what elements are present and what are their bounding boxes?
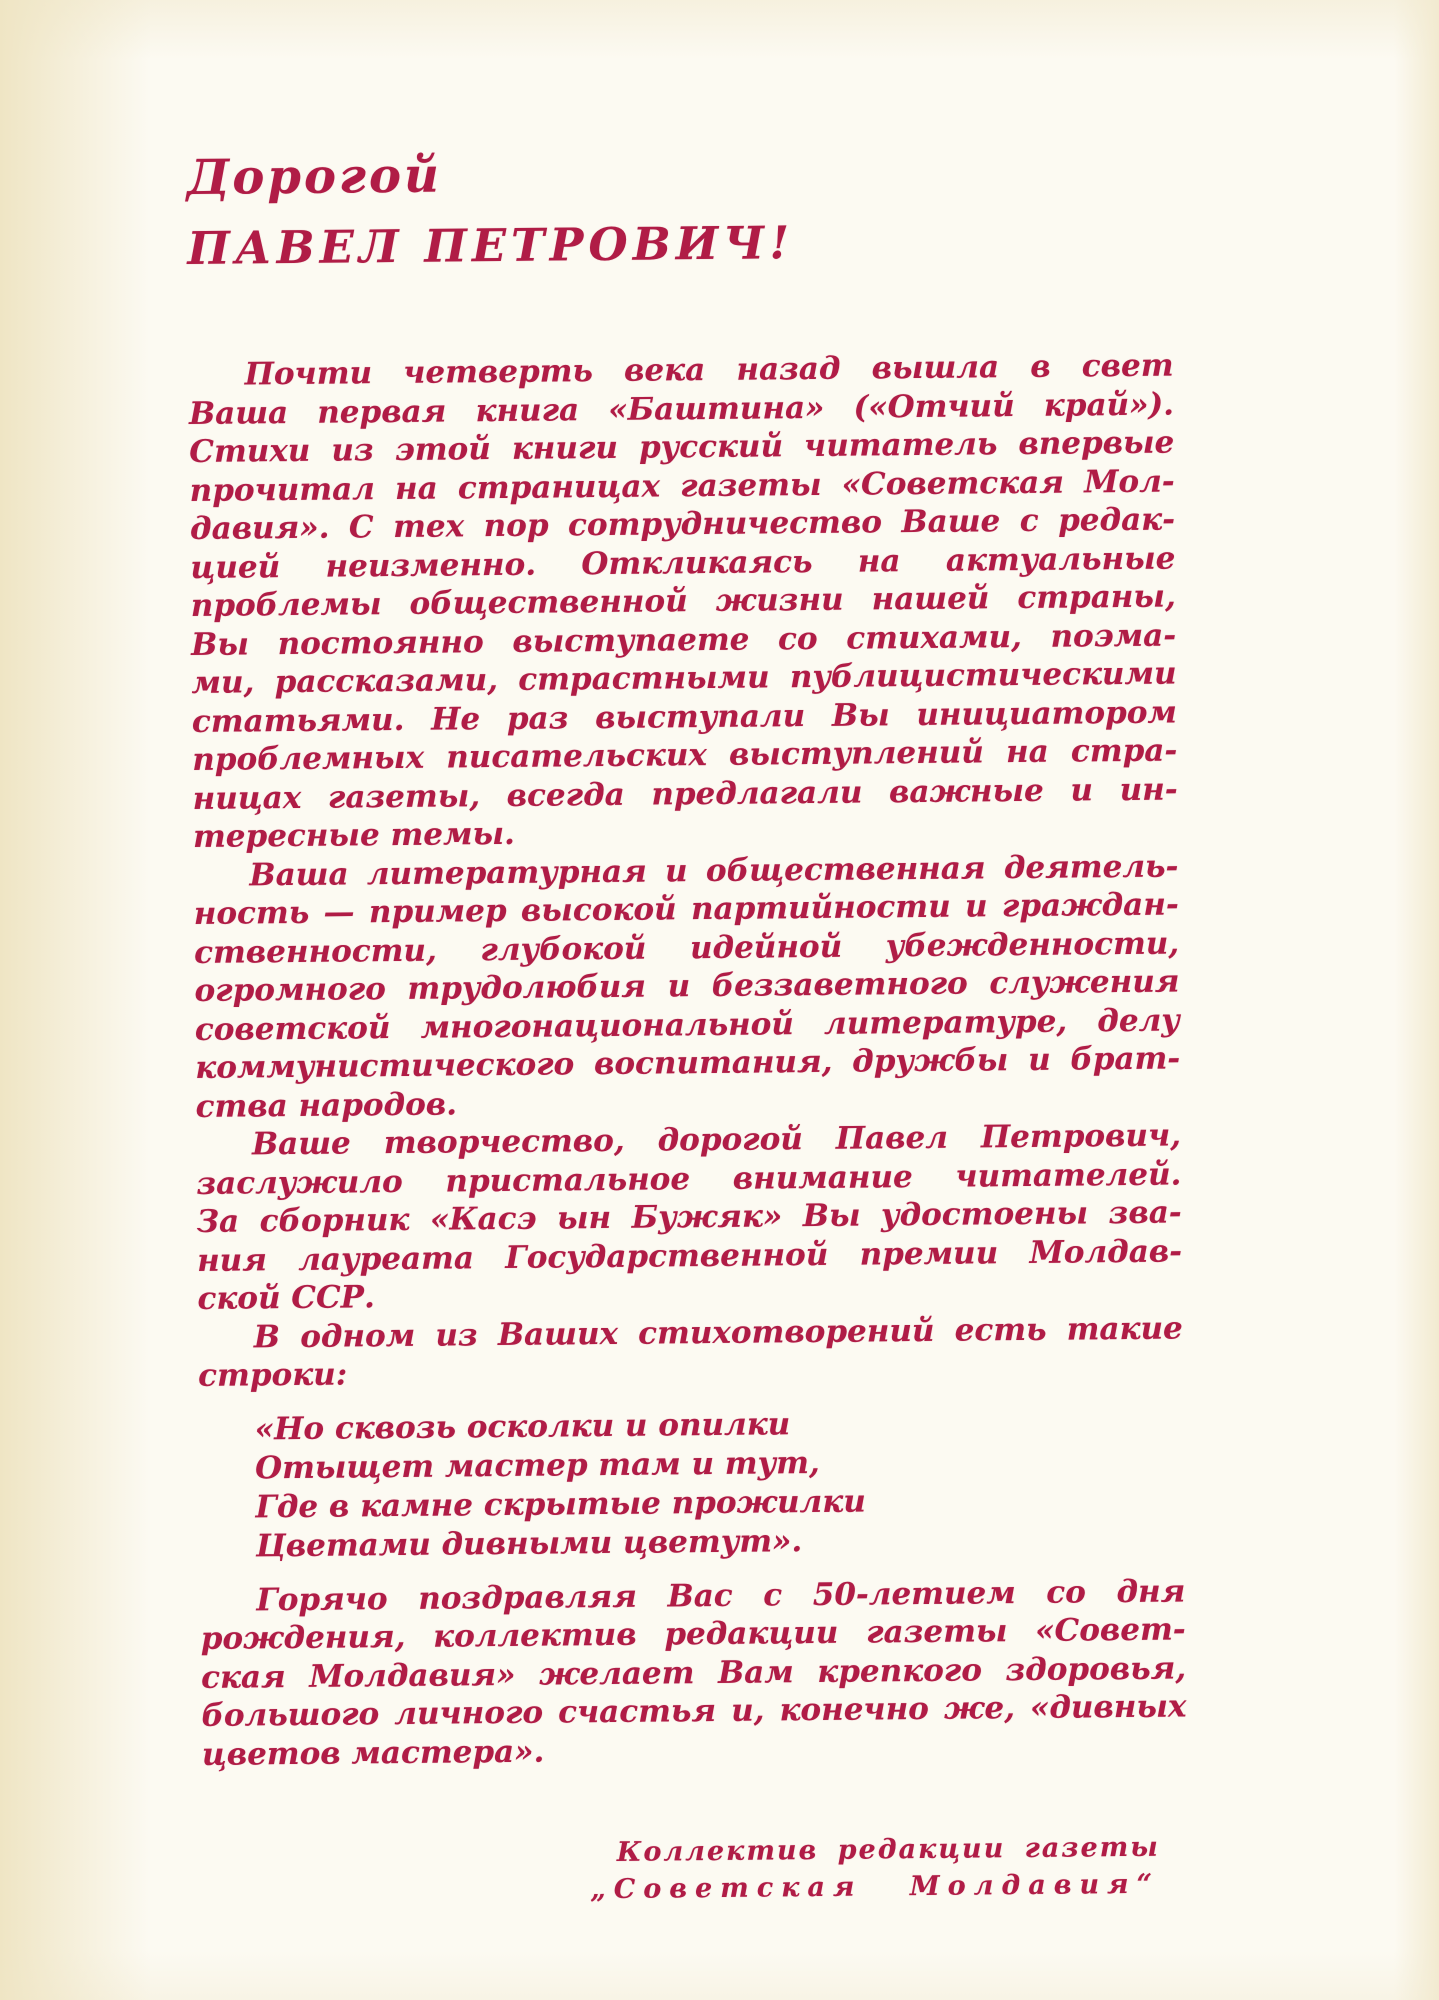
body-paragraph-3 <box>196 1116 1183 1318</box>
body-paragraph-2 <box>193 847 1181 1126</box>
body-line: За сборник «Касэ ын Бужяк» Вы удостоены зва- <box>196 1194 1182 1240</box>
signature-newspaper-line: „Советская Молдавия“ <box>590 1868 1161 1906</box>
body-line: заслужило пристальное внимание читателей. <box>196 1155 1182 1202</box>
salutation-line: Дорогой <box>186 147 443 206</box>
body-line: В одном из Ваших стихотворений есть такие <box>253 1309 1183 1355</box>
body-paragraph-4 <box>198 1309 1184 1395</box>
body-line: ственности, глубокой идейной убежденности, <box>193 925 1180 971</box>
body-line: рождения, коллектив редакции газеты «Совет- <box>200 1611 1186 1657</box>
body-line: огромного трудолюбия и беззаветного служения <box>194 963 1180 1009</box>
body-line: прочитал на страницах газеты «Советская Мол- <box>189 463 1175 509</box>
body-line: ства народов. <box>195 1085 458 1125</box>
body-line: тересные темы. <box>192 815 515 855</box>
body-line: строки: <box>198 1356 348 1394</box>
body-line: статьями. Не раз выступали Вы инициатором <box>191 694 1178 740</box>
body-line: ской ССР. <box>197 1279 375 1317</box>
body-line: ми, рассказами, страстными публицистическими <box>191 655 1177 701</box>
body-line: Ваша литературная и общественная деятель- <box>249 848 1179 893</box>
body-line: проблемы общественной жизни нашей страны, <box>190 578 1176 624</box>
signature-org-line: Коллектив редакции газеты <box>616 1831 1160 1868</box>
body-line: Почти четверть века назад вышла в свет <box>244 347 1174 393</box>
body-line: Горячо поздравляя Вас с 50-летием со дня <box>256 1572 1186 1618</box>
body-line: большого личного счастья и, конечно же, «дивных <box>201 1688 1187 1734</box>
verse-line: «Но сквозь осколки и опилки <box>254 1405 791 1447</box>
body-line: Вы постоянно выступаете со стихами, поэма- <box>191 617 1177 663</box>
addressee-name: ПАВЕЛ ПЕТРОВИЧ! <box>187 216 795 275</box>
verse-line: Отыщет мастер там и тут, <box>254 1444 820 1486</box>
body-line: коммунистического воспитания, дружбы и брат- <box>195 1040 1181 1086</box>
verse-quote <box>255 1401 1185 1566</box>
letter-content <box>185 0 1189 2000</box>
body-line: ницах газеты, всегда предлагали важные и ин- <box>192 771 1178 817</box>
verse-line: Цветами дивными цветут». <box>255 1522 803 1564</box>
body-line: ния лауреата Государственной премии Молдав- <box>196 1232 1183 1279</box>
body-paragraph-1 <box>188 347 1178 857</box>
body-line: цией неизменно. Откликаясь на актуальные <box>190 540 1176 586</box>
body-line: Ваша первая книга «Баштина» («Отчий край»). <box>188 386 1175 432</box>
body-line: советской многонациональной литературе, делу <box>194 1001 1181 1048</box>
letter-body <box>188 347 1187 1774</box>
body-paragraph-5 <box>200 1572 1187 1774</box>
signature-block <box>590 1829 1161 1908</box>
body-line: цветов мастера». <box>201 1733 545 1773</box>
body-line: ность — пример высокой партийности и граждан- <box>193 886 1179 932</box>
verse-line: Где в камне скрытые прожилки <box>255 1483 866 1525</box>
body-line: давия». С тех пор сотрудничество Ваше с редак- <box>189 501 1176 547</box>
body-line: Стихи из этой книги русский читатель впервые <box>189 424 1175 470</box>
body-line: ская Молдавия» желает Вам крепкого здоровья, <box>200 1649 1187 1696</box>
body-line: проблемных писательских выступлений на стра- <box>192 732 1178 778</box>
body-line: Ваше творчество, дорогой Павел Петрович, <box>251 1117 1182 1163</box>
